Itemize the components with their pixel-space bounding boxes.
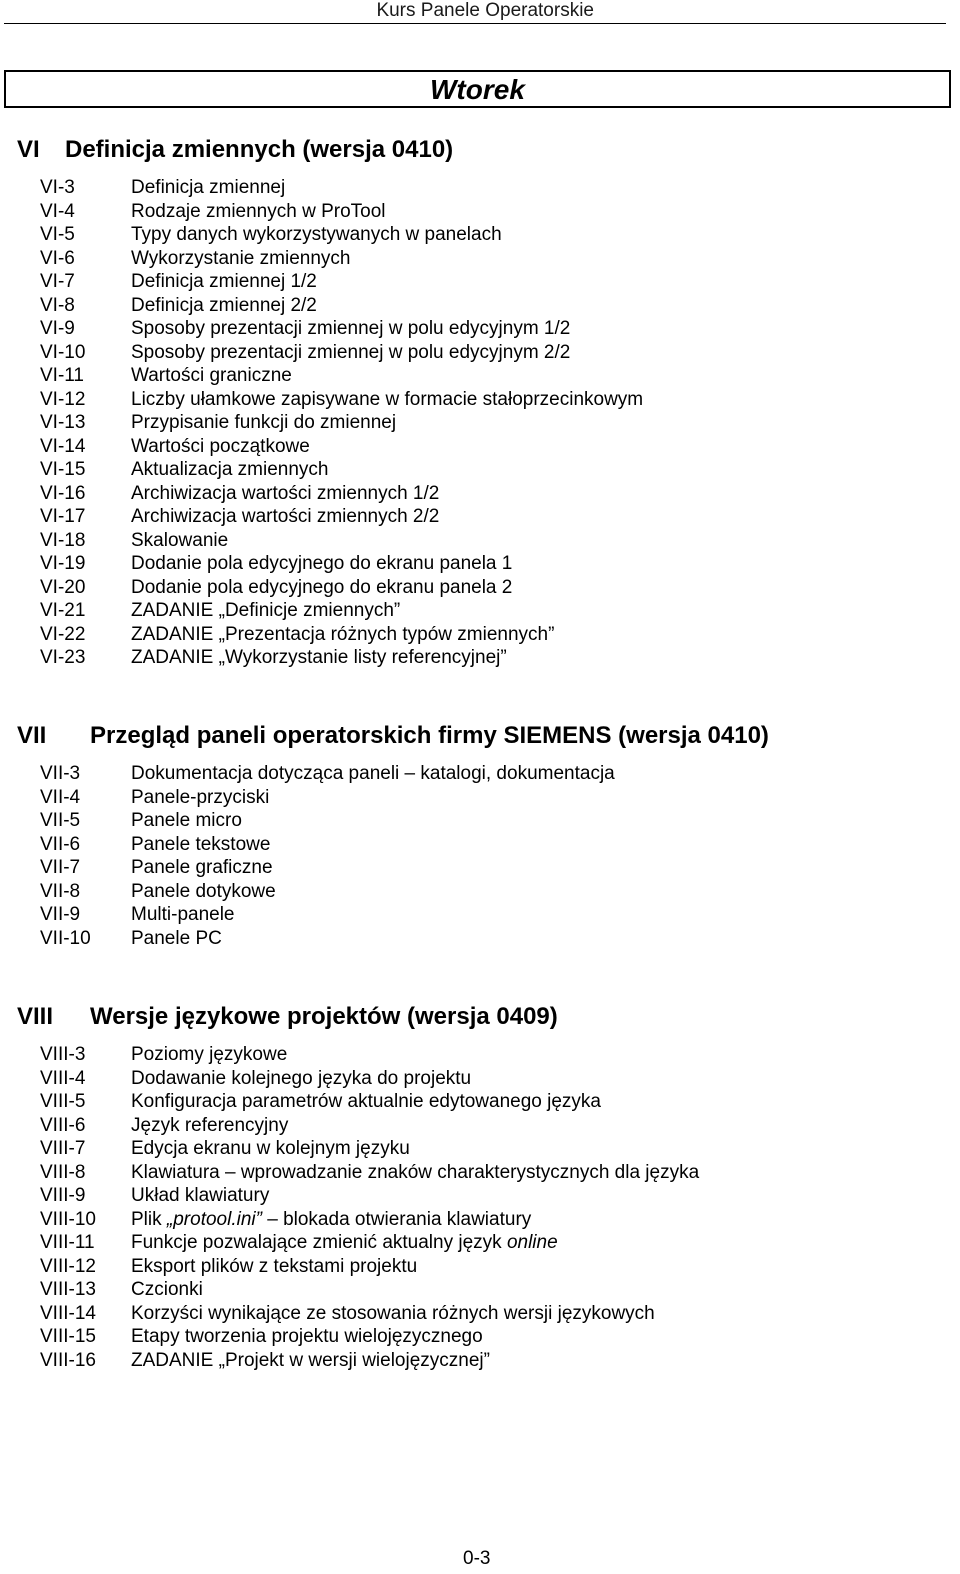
item-number: VI-5 xyxy=(40,224,75,245)
item-number: VI-9 xyxy=(40,318,75,339)
item-title: Liczby ułamkowe zapisywane w formacie stałoprzecinkowym xyxy=(131,388,644,410)
item-title: Definicja zmiennej xyxy=(131,177,286,198)
item-title: Panele-przyciski xyxy=(131,786,270,808)
section-title: Definicja zmiennych (wersja 0410) xyxy=(65,136,454,163)
course-title: Kurs Panele Operatorskie xyxy=(376,0,594,21)
item-title: Archiwizacja wartości zmiennych 1/2 xyxy=(131,482,440,504)
item-title xyxy=(131,1208,531,1232)
item-number: VIII-10 xyxy=(40,1208,96,1230)
item-number: VIII-5 xyxy=(40,1091,86,1112)
item-title: Przypisanie funkcji do zmiennej xyxy=(131,412,397,433)
item-title: Typy danych wykorzystywanych w panelach xyxy=(131,224,502,245)
item-title: Klawiatura – wprowadzanie znaków charakterystycznych dla języka xyxy=(131,1161,700,1183)
item-number: VI-21 xyxy=(40,600,86,621)
item-number: VIII-7 xyxy=(40,1138,86,1159)
item-number: VI-3 xyxy=(40,177,75,198)
item-title-part: Plik xyxy=(131,1208,167,1230)
item-number: VI-4 xyxy=(40,200,75,222)
item-title: Skalowanie xyxy=(131,529,229,551)
section-number: VIII xyxy=(17,1003,54,1030)
item-title: Dodanie pola edycyjnego do ekranu panela 2 xyxy=(131,576,513,598)
item-number: VI-11 xyxy=(40,365,85,386)
item-title: Sposoby prezentacji zmiennej w polu edycyjnym 1/2 xyxy=(131,318,571,339)
item-number: VI-8 xyxy=(40,294,75,316)
item-number: VIII-3 xyxy=(40,1044,86,1065)
page-number: 0-3 xyxy=(463,1548,491,1569)
item-title: Wykorzystanie zmiennych xyxy=(131,247,351,269)
item-title-part: – blokada otwierania klawiatury xyxy=(261,1208,532,1230)
item-title: Rodzaje zmiennych w ProTool xyxy=(131,200,386,222)
item-title: Korzyści wynikające ze stosowania różnych wersji językowych xyxy=(131,1302,655,1324)
item-number: VIII-14 xyxy=(40,1302,96,1324)
item-number: VIII-13 xyxy=(40,1279,96,1300)
item-number: VII-5 xyxy=(40,810,81,831)
item-title xyxy=(131,1231,558,1255)
item-title: Wartości początkowe xyxy=(131,435,310,457)
item-number: VIII-4 xyxy=(40,1067,86,1089)
item-title: Poziomy językowe xyxy=(131,1044,288,1065)
item-number: VIII-11 xyxy=(40,1232,95,1253)
item-number: VI-6 xyxy=(40,247,75,269)
item-title: ZADANIE „Projekt w wersji wielojęzycznej” xyxy=(131,1349,490,1371)
section-number: VI xyxy=(17,136,40,163)
item-number: VI-17 xyxy=(40,506,86,527)
item-title: Sposoby prezentacji zmiennej w polu edycyjnym 2/2 xyxy=(131,341,571,363)
item-title: Konfiguracja parametrów aktualnie edytowanego języka xyxy=(131,1091,601,1112)
item-title: Dokumentacja dotycząca paneli – katalogi, dokumentacja xyxy=(131,763,615,784)
section-title: Przegląd paneli operatorskich firmy SIEMENS (wersja 0410) xyxy=(90,722,769,749)
item-title: Aktualizacja zmiennych xyxy=(131,459,329,480)
item-title: Dodanie pola edycyjnego do ekranu panela 1 xyxy=(131,553,513,574)
section-heading xyxy=(17,722,46,750)
item-number: VII-10 xyxy=(40,927,91,949)
day-title: Wtorek xyxy=(430,74,525,105)
item-number: VII-9 xyxy=(40,904,81,925)
item-number: VI-14 xyxy=(40,435,86,457)
item-title: Etapy tworzenia projektu wielojęzycznego xyxy=(131,1326,483,1347)
item-title: Czcionki xyxy=(131,1279,203,1300)
item-title: Panele dotykowe xyxy=(131,880,276,902)
item-number: VI-22 xyxy=(40,623,86,645)
item-number: VII-4 xyxy=(40,786,81,808)
item-number: VI-18 xyxy=(40,529,86,551)
item-number: VII-6 xyxy=(40,833,81,855)
item-number: VII-7 xyxy=(40,857,81,878)
item-title: ZADANIE „Definicje zmiennych” xyxy=(131,600,401,621)
item-title: Układ klawiatury xyxy=(131,1185,270,1206)
item-number: VII-3 xyxy=(40,763,81,784)
item-title-emphasis: „protool.ini” xyxy=(166,1208,262,1230)
item-title: ZADANIE „Prezentacja różnych typów zmiennych” xyxy=(131,623,555,645)
item-number: VIII-16 xyxy=(40,1349,96,1371)
item-title: Archiwizacja wartości zmiennych 2/2 xyxy=(131,506,440,527)
item-number: VI-15 xyxy=(40,459,86,480)
item-title: Multi-panele xyxy=(131,904,235,925)
item-title: Eksport plików z tekstami projektu xyxy=(131,1255,418,1277)
item-number: VI-23 xyxy=(40,647,86,668)
item-title: Wartości graniczne xyxy=(131,365,292,386)
item-number: VI-20 xyxy=(40,576,86,598)
item-title-part: Funkcje pozwalające zmienić aktualny język xyxy=(131,1232,507,1253)
section-heading xyxy=(17,136,40,164)
item-number: VIII-15 xyxy=(40,1326,96,1347)
item-number: VI-19 xyxy=(40,553,86,574)
item-number: VIII-6 xyxy=(40,1114,86,1136)
header-rule xyxy=(4,23,946,24)
item-number: VI-13 xyxy=(40,412,86,433)
item-number: VII-8 xyxy=(40,880,81,902)
item-title: Edycja ekranu w kolejnym języku xyxy=(131,1138,410,1159)
item-number: VI-10 xyxy=(40,341,86,363)
item-title: ZADANIE „Wykorzystanie listy referencyjnej” xyxy=(131,647,507,668)
item-title: Panele graficzne xyxy=(131,857,273,878)
item-number: VIII-12 xyxy=(40,1255,96,1277)
item-number: VIII-9 xyxy=(40,1185,86,1206)
item-title: Panele micro xyxy=(131,810,242,831)
item-title: Panele tekstowe xyxy=(131,833,271,855)
item-title-emphasis: online xyxy=(506,1232,558,1253)
item-title: Panele PC xyxy=(131,927,222,949)
item-number: VIII-8 xyxy=(40,1161,86,1183)
item-number: VI-12 xyxy=(40,388,86,410)
section-title: Wersje językowe projektów (wersja 0409) xyxy=(90,1003,558,1030)
section-number: VII xyxy=(17,722,47,749)
item-number: VI-16 xyxy=(40,482,86,504)
section-heading xyxy=(17,1003,53,1031)
item-title: Dodawanie kolejnego języka do projektu xyxy=(131,1067,472,1089)
item-number: VI-7 xyxy=(40,271,75,292)
item-title: Definicja zmiennej 2/2 xyxy=(131,294,317,316)
item-title: Język referencyjny xyxy=(131,1114,289,1136)
item-title: Definicja zmiennej 1/2 xyxy=(131,271,317,292)
